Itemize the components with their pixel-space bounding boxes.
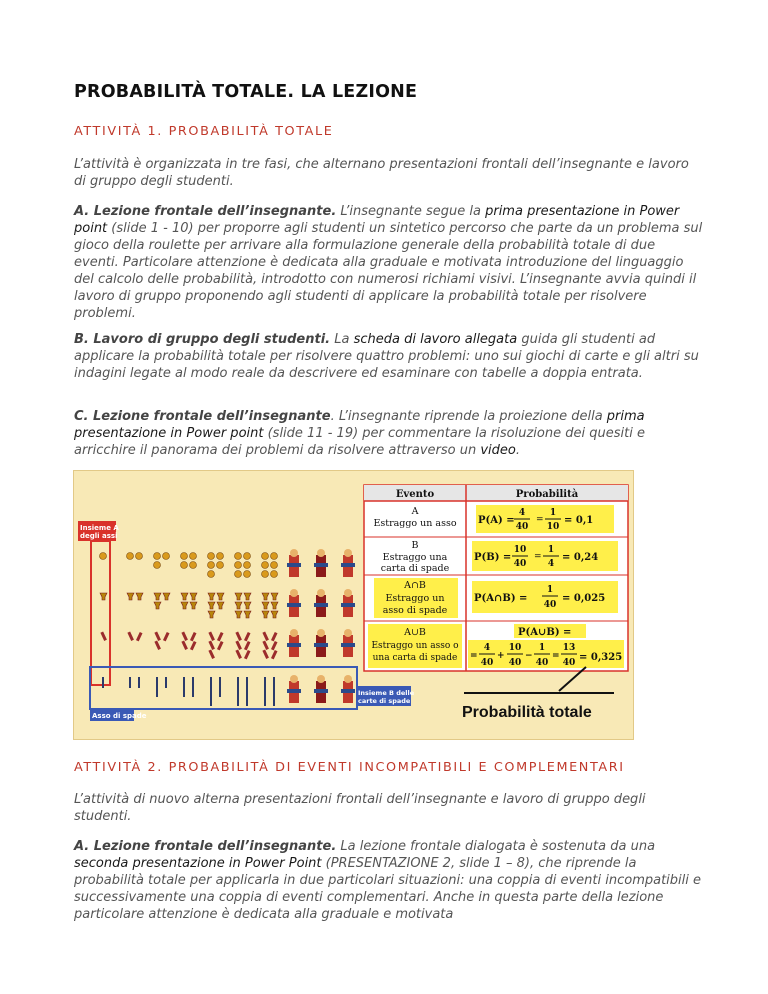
page-title: PROBABILITÀ TOTALE. LA LEZIONE	[74, 82, 418, 102]
section-heading-2: ATTIVITÀ 2. PROBABILITÀ DI EVENTI INCOMPATIBILI E COMPLEMENTARI	[74, 760, 625, 775]
section1-phase-a	[74, 203, 704, 322]
playing-card	[262, 553, 278, 578]
f4-plus: +	[497, 651, 505, 661]
section2-phase-a	[74, 838, 704, 923]
playing-card	[287, 589, 301, 617]
playing-card	[287, 675, 301, 703]
set-b-label-line1: Insieme B delle	[358, 689, 415, 697]
phase-c-text3: .	[515, 443, 520, 458]
playing-card	[100, 593, 107, 600]
f4-den3: 40	[535, 658, 549, 668]
f3-lhs: P(A∩B) =	[474, 593, 528, 604]
row4-desc-2: una carta di spade	[372, 653, 458, 663]
section-heading-1: ATTIVITÀ 1. PROBABILITÀ TOTALE	[74, 124, 334, 139]
playing-card	[183, 677, 194, 697]
s2-phase-a-lead: A. Lezione frontale dell’insegnante.	[74, 839, 337, 854]
playing-card	[154, 553, 170, 569]
link-video[interactable]: video	[480, 443, 516, 458]
f2-num2: 1	[547, 545, 555, 555]
playing-card	[314, 629, 328, 657]
row3-desc-2: asso di spade	[382, 605, 448, 616]
f2-num1: 10	[513, 545, 527, 555]
f1-result: = 0,1	[564, 515, 594, 526]
phase-a-text1: L’insegnante segue la	[336, 204, 486, 219]
playing-card	[314, 589, 328, 617]
f4-num2: 10	[508, 643, 522, 653]
playing-card	[262, 593, 278, 618]
playing-card	[235, 593, 251, 618]
playing-card	[210, 677, 221, 706]
link-second-presentation[interactable]: seconda presentazione in Power Point	[74, 856, 322, 871]
playing-card	[100, 632, 107, 641]
f1-den2: 10	[546, 522, 560, 532]
playing-card	[127, 632, 142, 642]
playing-card	[208, 632, 223, 659]
s2-phase-a-text1: La lezione frontale dialogata è sostenuta da una	[336, 839, 656, 854]
f4-den4: 40	[562, 658, 576, 668]
f3-result: = 0,025	[562, 593, 606, 604]
playing-card	[154, 593, 170, 609]
f2-lhs: P(B) =	[474, 552, 512, 563]
playing-card	[341, 629, 355, 657]
col-prob-header: Probabilità	[515, 489, 579, 500]
phase-a-lead: A. Lezione frontale dell’insegnante.	[74, 204, 337, 219]
figure-caption: Probabilità totale	[462, 704, 592, 721]
set-b-label-line2: carte di spade	[358, 697, 411, 705]
phase-a-text2: (slide 1 - 10) per proporre agli studenti un sintetico percorso che parte da un problema sul gioco della roulette per arrivare alla formulazione generale della probabilità totale di due eventi. Particolare attenzione è dedicata alla graduale e motivata introduzione del linguaggio del calcolo delle probabilità, introdotto con numerosi richiami visivi. L’insegnante avvia quindi il lavoro di gruppo proponendo agli studenti di applicare la probabilità totale per risolvere problemi.	[74, 221, 703, 321]
f1-den1: 40	[515, 522, 529, 532]
section2-intro: L’attività di nuovo alterna presentazioni frontali dell’insegnante e lavoro di gruppo degli studenti.	[74, 792, 646, 824]
section1-intro: L’attività è organizzata in tre fasi, che alternano presentazioni frontali dell’insegnante e lavoro di gruppo degli studenti.	[74, 157, 689, 189]
f4-num4: 13	[562, 643, 576, 653]
row2-desc-2: carta di spade	[380, 563, 450, 574]
f2-den1: 40	[513, 559, 527, 569]
set-a-label-line2: degli assi	[80, 532, 118, 540]
playing-card	[341, 549, 355, 577]
f2-result: = 0,24	[562, 552, 599, 563]
asso-label: Asso di spade	[92, 712, 147, 720]
row3-desc-1: Estraggo un	[385, 593, 445, 604]
playing-card	[156, 677, 167, 697]
playing-card	[100, 553, 107, 560]
playing-card	[129, 677, 140, 688]
playing-card	[314, 675, 328, 703]
section1-phase-c	[74, 408, 704, 459]
playing-card	[341, 589, 355, 617]
playing-card	[208, 553, 224, 578]
f1-eq: =	[536, 515, 544, 525]
phase-b-text2: guida gli studenti ad applicare la probabilità totale per risolvere quattro problemi: uno sui giochi di carte e gli altri su indagini legate al modo reale da descrivere ed esaminare con tabelle a doppia entrata.	[74, 332, 699, 381]
col-event-header: Evento	[395, 489, 435, 500]
playing-card	[287, 629, 301, 657]
phase-c-text2: (slide 11 - 19) per commentare la risoluzione dei quesiti e arricchire il panorama dei problemi da risolvere attraverso un	[74, 426, 645, 458]
link-first-presentation-2[interactable]: prima presentazione in Power point	[74, 409, 645, 441]
playing-card	[235, 632, 250, 660]
playing-card	[264, 677, 275, 706]
f4-eq0: =	[470, 651, 478, 661]
row2-desc-1: Estraggo una	[382, 552, 448, 563]
playing-card	[127, 553, 143, 560]
illustration-svg	[74, 471, 633, 739]
f4-num1: 4	[483, 643, 491, 653]
f4-den1: 40	[480, 658, 494, 668]
playing-card	[181, 553, 197, 569]
phase-c-lead: C. Lezione frontale dell’insegnante	[74, 409, 331, 424]
playing-card	[181, 632, 196, 651]
f2-eq: =	[534, 552, 542, 562]
playing-card	[181, 593, 197, 609]
playing-card	[102, 677, 104, 688]
playing-card	[341, 675, 355, 703]
f4-minus: −	[525, 651, 533, 661]
playing-card	[208, 593, 224, 618]
section1-phase-b	[74, 331, 704, 382]
row1-name: A	[411, 506, 419, 517]
probability-table	[364, 485, 628, 671]
row4-name: A∪B	[404, 627, 426, 638]
f1-num1: 4	[518, 508, 526, 518]
playing-card	[287, 549, 301, 577]
playing-card	[262, 632, 277, 660]
f4-eq1: =	[552, 651, 560, 661]
f4-num3: 1	[538, 643, 546, 653]
f4-result: = 0,325	[579, 652, 623, 663]
f4-lhs: P(A∪B) =	[518, 627, 572, 638]
set-a-outline	[91, 541, 110, 685]
row3-name: A∩B	[404, 580, 426, 591]
row1-desc: Estraggo un asso	[373, 518, 457, 529]
f3-den1: 40	[543, 600, 557, 610]
playing-card	[235, 553, 251, 578]
f1-lhs: P(A) =	[478, 515, 515, 526]
card-grid	[100, 549, 356, 706]
s2-phase-a-text2: (PRESENTAZIONE 2, slide 1 – 8), che riprende la probabilità totale per applicarla in due particolari situazioni: una coppia di eventi incompatibili e successivamente una coppia di eventi complementari. Anche in questa parte della lezione particolare attenzione è dedicata alla graduale e motivata	[74, 856, 702, 922]
row2-name: B	[411, 540, 419, 551]
f1-num2: 1	[549, 508, 557, 518]
playing-card	[237, 677, 248, 706]
playing-card	[154, 632, 169, 650]
phase-b-text1: La	[330, 332, 354, 347]
playing-card	[314, 549, 328, 577]
link-worksheet[interactable]: scheda di lavoro allegata	[353, 332, 518, 347]
phase-b-lead: B. Lavoro di gruppo degli studenti.	[74, 332, 331, 347]
link-first-presentation[interactable]: prima presentazione in Power point	[74, 204, 680, 236]
probability-illustration	[73, 470, 634, 740]
f2-den2: 4	[547, 559, 555, 569]
row4-desc-1: Estraggo un asso o	[371, 641, 459, 651]
playing-card	[127, 593, 143, 600]
f3-num1: 1	[546, 585, 554, 595]
set-a-label-line1: Insieme A	[80, 524, 119, 532]
f4-den2: 40	[508, 658, 522, 668]
phase-c-text1: . L’insegnante riprende la proiezione della	[330, 409, 607, 424]
